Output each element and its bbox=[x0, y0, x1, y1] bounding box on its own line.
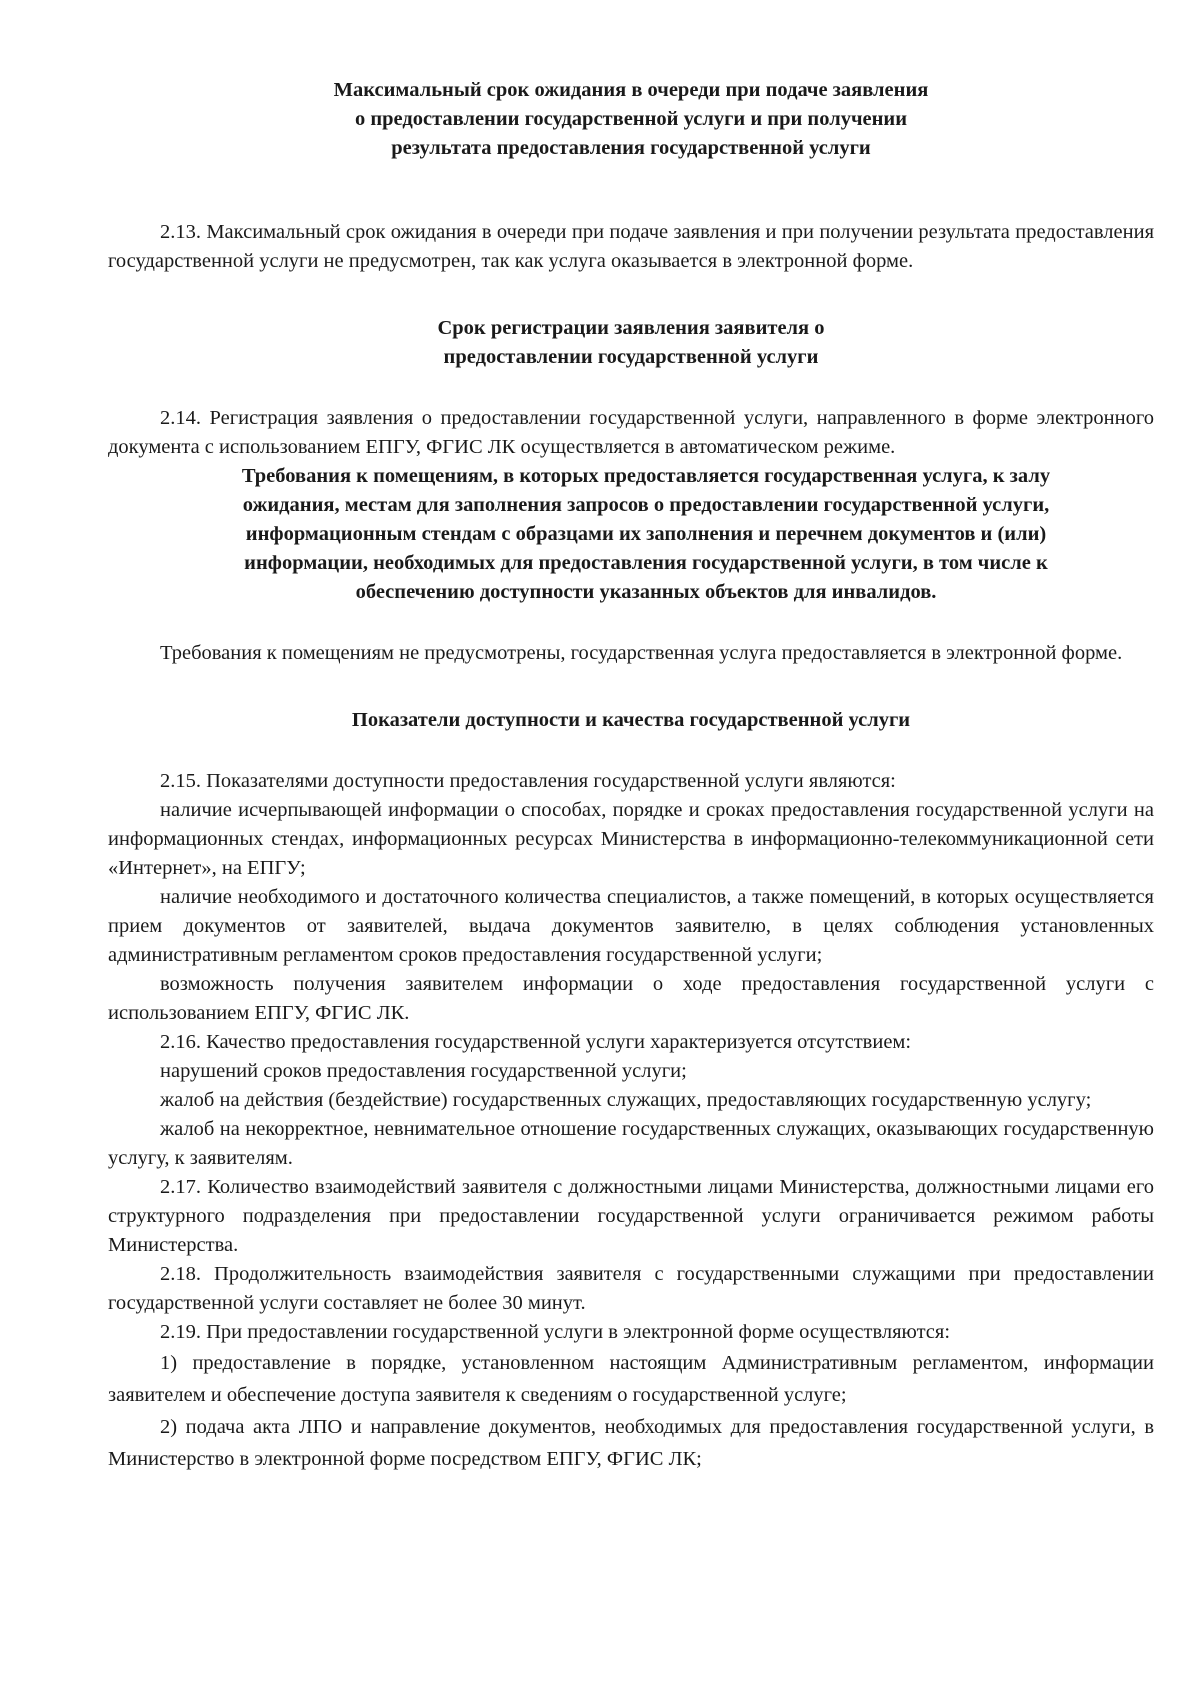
section-heading-queue-time bbox=[108, 76, 1154, 163]
heading-line: обеспечению доступности указанных объектов для инвалидов. bbox=[355, 581, 937, 603]
heading-line: Максимальный срок ожидания в очереди при подаче заявления bbox=[333, 79, 929, 101]
list-item: возможность получения заявителем информации о ходе предоставления государственной услуги с использованием ЕПГУ, ФГИС ЛК. bbox=[108, 973, 1154, 1024]
paragraph-premises: Требования к помещениям не предусмотрены, государственная услуга предоставляется в электронной форме. bbox=[160, 642, 1123, 664]
heading-line: информации, необходимых для предоставления государственной услуги, в том числе к bbox=[244, 552, 1048, 574]
section-heading-premises-requirements bbox=[108, 462, 1154, 607]
sub-item-2: 2) подача акта ЛПО и направление документов, необходимых для предоставления государственной услуги, в Министерство в электронной форме посредством ЕПГУ, ФГИС ЛК; bbox=[108, 1416, 1154, 1470]
paragraph-2-19: 2.19. При предоставлении государственной услуги в электронной форме осуществляются: bbox=[160, 1321, 951, 1343]
paragraph-2-15: 2.15. Показателями доступности предоставления государственной услуги являются: bbox=[160, 770, 896, 792]
heading-line: ожидания, местам для заполнения запросов о предоставлении государственной услуги, bbox=[242, 494, 1050, 516]
paragraph-2-16: 2.16. Качество предоставления государственной услуги характеризуется отсутствием: bbox=[160, 1031, 912, 1053]
section-heading-quality-indicators: Показатели доступности и качества государственной услуги bbox=[351, 709, 911, 731]
list-item: наличие исчерпывающей информации о способах, порядке и сроках предоставления государственной услуги на информационных стендах, информационных ресурсах Министерства в информационно-телекоммуникационной сети «Интернет», на ЕПГУ; bbox=[108, 799, 1154, 879]
list-item: жалоб на действия (бездействие) государственных служащих, предоставляющих государственную услугу; bbox=[160, 1089, 1092, 1111]
sub-item-1: 1) предоставление в порядке, установленном настоящим Административным регламентом, информации заявителем и обеспечение доступа заявителя к сведениям о государственной услуге; bbox=[108, 1352, 1154, 1406]
heading-line: результата предоставления государственной услуги bbox=[391, 137, 871, 159]
list-item: жалоб на некорректное, невнимательное отношение государственных служащих, оказывающих государственную услугу, к заявителям. bbox=[108, 1118, 1154, 1169]
heading-line: информационным стендам с образцами их заполнения и перечнем документов и (или) bbox=[245, 523, 1047, 545]
paragraph-2-13: 2.13. Максимальный срок ожидания в очереди при подаче заявления и при получении результата предоставления государственной услуги не предусмотрен, так как услуга оказывается в электронной форме. bbox=[108, 221, 1154, 272]
paragraph-2-17: 2.17. Количество взаимодействий заявителя с должностными лицами Министерства, должностными лицами его структурного подразделения при предоставлении государственной услуги ограничивается режимом работы Министерства. bbox=[108, 1176, 1154, 1256]
list-item: наличие необходимого и достаточного количества специалистов, а также помещений, в которых осуществляется прием документов от заявителей, выдача документов заявителю, в целях соблюдения установленных административным регламентом сроков предоставления государственной услуги; bbox=[108, 886, 1154, 966]
heading-line: Требования к помещениям, в которых предоставляется государственная услуга, к залу bbox=[241, 465, 1051, 487]
section-heading-registration-time bbox=[108, 314, 1154, 372]
paragraph-2-14: 2.14. Регистрация заявления о предоставлении государственной услуги, направленного в форме электронного документа с использованием ЕПГУ, ФГИС ЛК осуществляется в автоматическом режиме. bbox=[108, 407, 1154, 458]
heading-line: Срок регистрации заявления заявителя о bbox=[437, 317, 825, 339]
list-item: нарушений сроков предоставления государственной услуги; bbox=[160, 1060, 687, 1082]
heading-line: предоставлении государственной услуги bbox=[443, 346, 819, 368]
heading-line: о предоставлении государственной услуги и при получении bbox=[354, 108, 908, 130]
paragraph-2-18: 2.18. Продолжительность взаимодействия заявителя с государственными служащими при предоставлении государственной услуги составляет не более 30 минут. bbox=[108, 1263, 1154, 1314]
quality-indicators-body bbox=[108, 767, 1154, 1475]
